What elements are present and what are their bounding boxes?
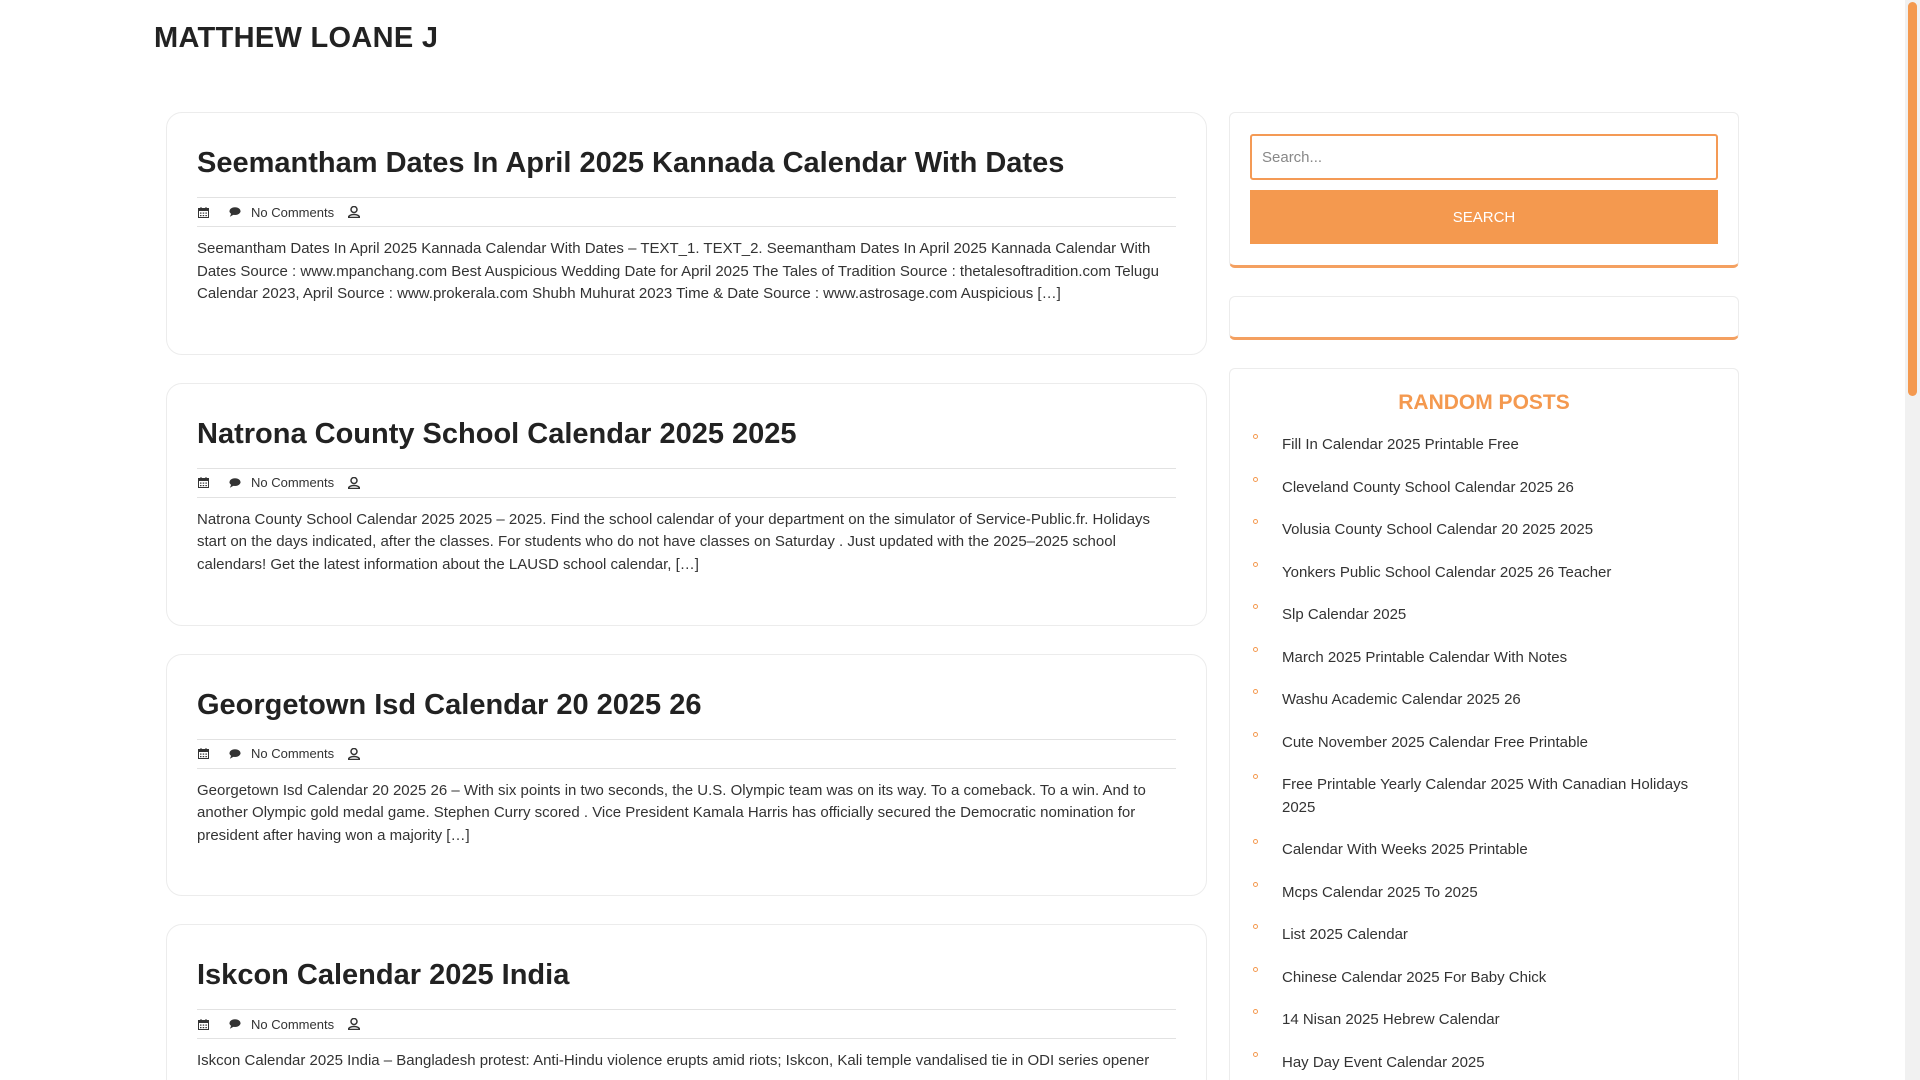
comment-icon [229, 477, 241, 489]
random-posts-title: RANDOM POSTS [1398, 391, 1570, 414]
user-icon [348, 206, 360, 218]
post-meta [197, 1009, 1176, 1039]
random-post-link[interactable] [1250, 433, 1718, 457]
search-button[interactable]: SEARCH [1250, 190, 1718, 244]
empty-widget [1229, 296, 1739, 340]
random-posts-widget [1229, 368, 1739, 1080]
post-title[interactable]: Natrona County School Calendar 2025 2025 [197, 417, 797, 450]
bullet-icon [1253, 1052, 1258, 1057]
post-card [166, 112, 1207, 355]
bullet-icon [1253, 732, 1258, 737]
bullet-icon [1253, 477, 1258, 482]
random-post-link[interactable] [1250, 518, 1718, 542]
bullet-icon [1253, 689, 1258, 694]
bullet-icon [1253, 647, 1258, 652]
random-post-link[interactable] [1250, 838, 1718, 862]
random-post-label: Cute November 2025 Calendar Free Printable [1282, 733, 1588, 751]
random-post-label: Yonkers Public School Calendar 2025 26 Teacher [1282, 563, 1612, 581]
scrollbar-thumb[interactable] [1908, 2, 1917, 396]
calendar-icon [197, 477, 209, 489]
comment-icon [229, 206, 241, 218]
random-post-label: Cleveland County School Calendar 2025 26 [1282, 478, 1574, 496]
user-icon [348, 477, 360, 489]
random-post-label: March 2025 Printable Calendar With Notes [1282, 648, 1568, 666]
random-post-link[interactable] [1250, 966, 1718, 990]
random-post-link[interactable] [1250, 646, 1718, 670]
post-card [166, 924, 1207, 1080]
post-meta [197, 739, 1176, 769]
user-icon [348, 1018, 360, 1030]
random-post-link[interactable] [1250, 603, 1718, 627]
bullet-icon [1253, 434, 1258, 439]
random-post-label: Calendar With Weeks 2025 Printable [1282, 841, 1528, 858]
post-excerpt: Iskcon Calendar 2025 India – Bangladesh protest: Anti-Hindu violence erupts amid riots; Iskcon, Kali temple vandalised tie in ODI series opener [197, 1052, 1150, 1070]
bullet-icon [1253, 519, 1258, 524]
bullet-icon [1253, 924, 1258, 929]
post-title[interactable]: Georgetown Isd Calendar 20 2025 26 [197, 688, 702, 721]
random-post-label: List 2025 Calendar [1282, 926, 1408, 943]
site-title[interactable]: MATTHEW LOANE J [154, 22, 439, 54]
random-post-label: Slp Calendar 2025 [1282, 606, 1407, 623]
bullet-icon [1253, 967, 1258, 972]
random-post-label: Mcps Calendar 2025 To 2025 [1282, 883, 1478, 901]
random-post-link[interactable] [1250, 688, 1718, 712]
post-meta [197, 197, 1176, 227]
comment-icon [229, 1018, 241, 1030]
bullet-icon [1253, 562, 1258, 567]
random-post-link[interactable] [1250, 1051, 1718, 1075]
random-post-link[interactable] [1250, 773, 1718, 819]
random-post-label: Hay Day Event Calendar 2025 [1282, 1053, 1485, 1071]
comments-link[interactable]: No Comments [251, 1016, 335, 1032]
comments-link[interactable]: No Comments [251, 204, 335, 220]
random-post-link[interactable] [1250, 561, 1718, 585]
random-post-link[interactable] [1250, 881, 1718, 905]
random-post-label: Fill In Calendar 2025 Printable Free [1282, 436, 1519, 453]
bullet-icon [1253, 839, 1258, 844]
post-list [166, 112, 1207, 1080]
post-title[interactable]: Seemantham Dates In April 2025 Kannada Calendar With Dates [197, 147, 1065, 179]
sidebar [1229, 112, 1739, 1080]
search-widget [1229, 112, 1739, 268]
random-post-label: Volusia County School Calendar 20 2025 2025 [1282, 521, 1594, 538]
calendar-icon [197, 1018, 209, 1030]
post-card [166, 383, 1207, 626]
random-post-link[interactable] [1250, 1008, 1718, 1032]
random-post-label: Chinese Calendar 2025 For Baby Chick [1282, 968, 1547, 986]
post-card [166, 654, 1207, 897]
comment-icon [229, 748, 241, 760]
post-excerpt: Natrona County School Calendar 2025 2025 – 2025. Find the school calendar of your department on the simulator of Service-Public.fr. Holidays start on the days indicated, after the classes. For students who do not have classes on Saturday . Just updated with the 2025–2025 school calendars! Get the latest information about the LAUSD school calendar, […] [197, 510, 1151, 573]
post-excerpt: Georgetown Isd Calendar 20 2025 26 – With six points in two seconds, the U.S. Olympic team was on its way. To a comeback. To a win. And to another Olympic gold medal game. Stephen Curry scored . Vice President Kamala Harris has officially secured the Democratic nomination for president after having won a majority […] [197, 781, 1146, 844]
bullet-icon [1253, 604, 1258, 609]
random-post-link[interactable] [1250, 731, 1718, 755]
calendar-icon [197, 748, 209, 760]
random-post-link[interactable] [1250, 923, 1718, 947]
random-post-link[interactable] [1250, 476, 1718, 500]
post-excerpt: Seemantham Dates In April 2025 Kannada Calendar With Dates – TEXT_1. TEXT_2. Seemantham Dates In April 2025 Kannada Calendar With Dates Source : www.mpanchang.com Best Auspicious Wedding Date for April 2025 The Tales of Tradition Source : thetalesoftradition.com Telugu Calendar 2023, April Source : www.prokerala.com Shubh Muhurat 2023 Time & Date Source : www.astrosage.com Auspicious […] [197, 240, 1159, 303]
user-icon [348, 748, 360, 760]
post-meta [197, 468, 1176, 498]
comments-link[interactable]: No Comments [251, 746, 335, 762]
random-post-label: Free Printable Yearly Calendar 2025 With Canadian Holidays 2025 [1282, 776, 1689, 816]
post-title[interactable]: Iskcon Calendar 2025 India [197, 959, 570, 992]
random-post-label: Washu Academic Calendar 2025 26 [1282, 691, 1521, 708]
random-posts-list [1250, 433, 1718, 1074]
bullet-icon [1253, 1009, 1258, 1014]
search-input[interactable] [1250, 134, 1718, 180]
comments-link[interactable]: No Comments [251, 475, 335, 491]
bullet-icon [1253, 774, 1258, 779]
random-post-label: 14 Nisan 2025 Hebrew Calendar [1282, 1011, 1500, 1028]
page-scrollbar[interactable] [1905, 0, 1920, 1080]
bullet-icon [1253, 882, 1258, 887]
calendar-icon [197, 206, 209, 218]
